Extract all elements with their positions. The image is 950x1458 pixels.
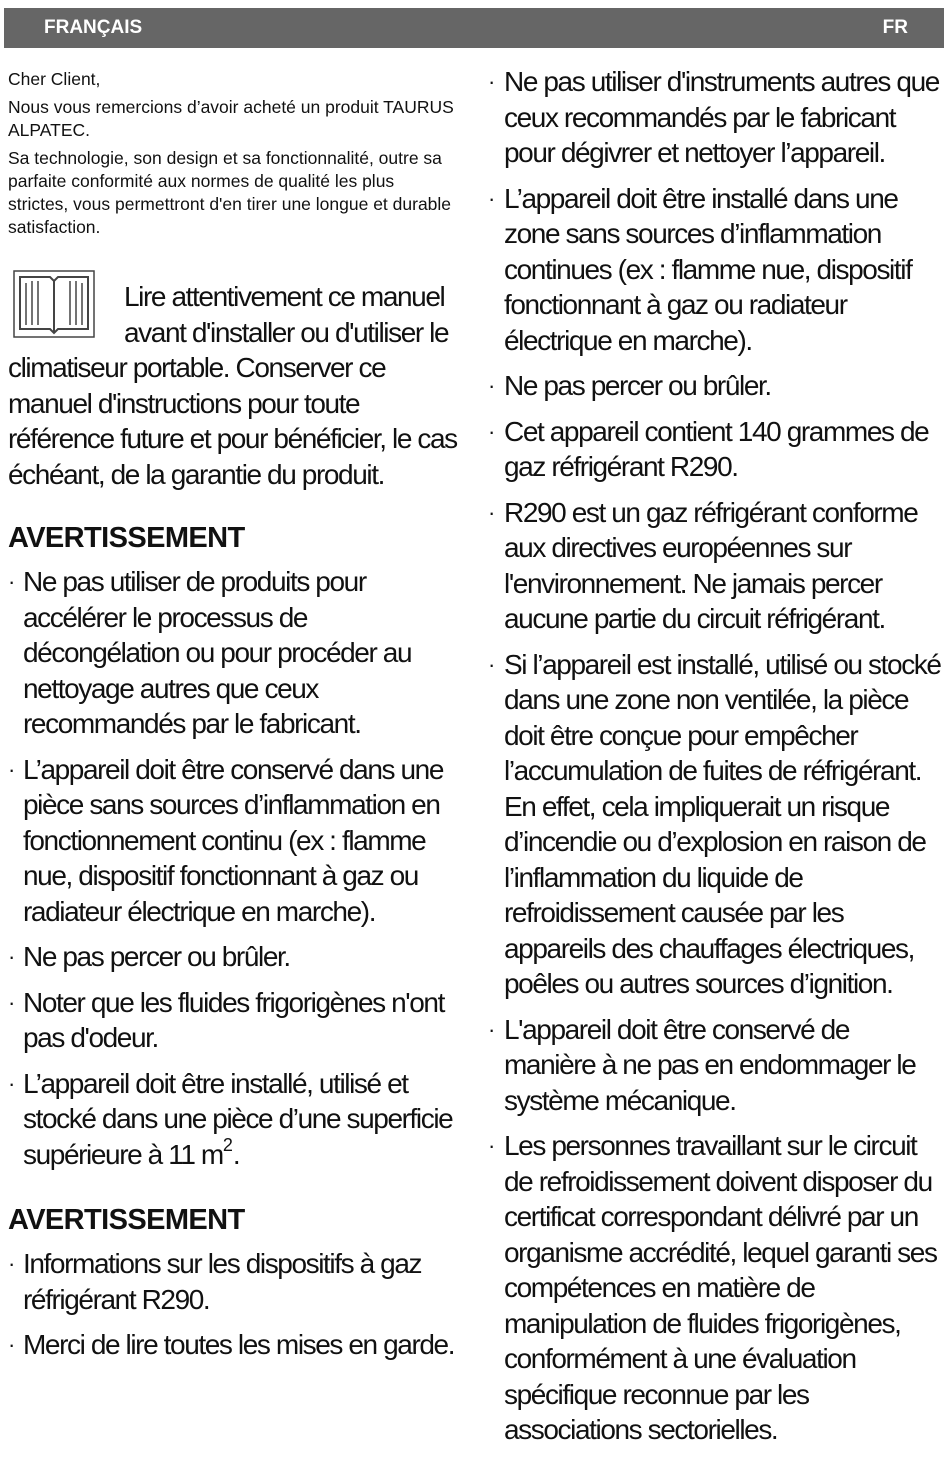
language-header-bar	[4, 8, 944, 48]
notice-text: Lire attentivement ce manuel avant d'installer ou d'utiliser le climatiseur portable. Conserver ce manuel d'instructions pour toute référence future et pour bénéficier, le cas échéant, de la garantie du produit.	[8, 281, 457, 490]
list-item: · Les personnes travaillant sur le circuit de refroidissement doivent disposer du certificat correspondant délivré par un organisme accrédité, lequel garanti ses compétences en matière de manipulation de fluides frigorigènes, conformément à une évaluation spécifique reconnue par les associations sectorielles.	[488, 1130, 937, 1445]
list-item: · Cet appareil contient 140 grammes de gaz réfrigérant R290.	[488, 415, 929, 482]
thanks-paragraph: Nous vous remercions d’avoir acheté un produit TAURUS ALPATEC.	[8, 97, 454, 140]
list-item: · L’appareil doit être installé, utilisé et stocké dans une pièce d’une superficie supérieure à 11 $m^2$.	[8, 1067, 453, 1170]
list-item: · Ne pas utiliser d'instruments autres que ceux recommandés par le fabricant pour dégivrer et nettoyer l’appareil.	[488, 66, 939, 168]
list-item: · L'appareil doit être conservé de manière à ne pas en endommager le système mécanique.	[488, 1013, 916, 1116]
warning-list-2	[8, 1246, 464, 1363]
superscript: 2	[222, 1135, 233, 1156]
list-item: · Ne pas percer ou brûler.	[488, 370, 771, 401]
technology-paragraph: Sa technologie, son design et sa fonctionnalité, outre sa parfaite conformité aux normes de qualité les plus strictes, vous permettront d'en tirer une longue et durable satisfaction.	[8, 148, 452, 237]
list-item: · Ne pas utiliser de produits pour accélérer le processus de décongélation ou pour procéder au nettoyage autres que ceux recommandés par le fabricant.	[8, 566, 412, 739]
right-column	[488, 64, 944, 1458]
warning-heading-1: AVERTISSEMENT	[8, 522, 245, 554]
read-manual-notice	[8, 279, 460, 492]
list-item: · Noter que les fluides frigorigènes n'ont pas d'odeur.	[8, 986, 444, 1053]
list-item: · L’appareil doit être conservé dans une pièce sans sources d’inflammation en fonctionnement continu (ex : flamme nue, dispositif fonctionnant à gaz ou radiateur électrique en marche).	[8, 753, 444, 927]
list-item: · Merci de lire toutes les mises en garde.	[8, 1329, 455, 1360]
list-item: · Informations sur les dispositifs à gaz réfrigérant R290.	[8, 1248, 422, 1315]
language-code: FR	[882, 17, 908, 38]
language-label: FRANÇAIS	[44, 17, 143, 38]
list-item: · R290 est un gaz réfrigérant conforme aux directives européennes sur l'environnement. Ne jamais percer aucune partie du circuit réfrigérant.	[488, 496, 918, 634]
list-item: · Ne pas percer ou brûler.	[8, 941, 290, 972]
list-item: · Si l’appareil est installé, utilisé ou stocké dans une zone non ventilée, la pièce doit être conçue pour empêcher l’accumulation de fuites de réfrigérant. En effet, cela impliquerait un risque d’incendie ou d’explosion en raison de l’inflammation du liquide de refroidissement causée par les appareils des chauffages électriques, poêles ou autres sources d’ignition.	[488, 648, 941, 999]
warning-list-3	[488, 64, 944, 1448]
list-item: · L’appareil doit être installé dans une zone sans sources d’inflammation continues (ex : flamme nue, dispositif fonctionnant à gaz ou radiateur électrique en marche).	[488, 182, 912, 356]
warning-list-1	[8, 564, 464, 1172]
left-column	[8, 520, 464, 1373]
warning-heading-2: AVERTISSEMENT	[8, 1204, 245, 1236]
intro-section	[8, 68, 458, 244]
greeting: Cher Client,	[8, 69, 101, 89]
